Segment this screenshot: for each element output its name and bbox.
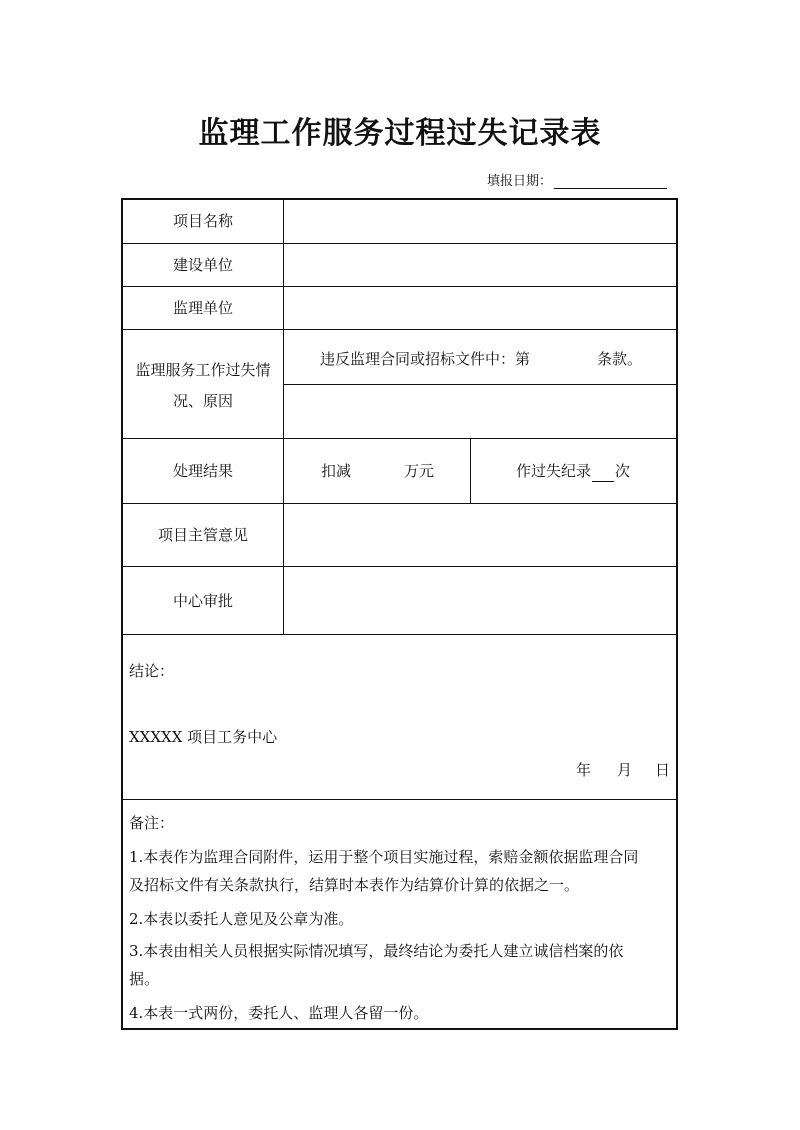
- label-project-name: 项目名称: [172, 212, 233, 230]
- label-supervision-unit: 监理单位: [172, 299, 233, 317]
- fill-date: [487, 170, 667, 189]
- record-prefix: 作过失纪录: [516, 462, 592, 480]
- record-count-blank[interactable]: [592, 463, 614, 482]
- construction-unit-field[interactable]: [284, 244, 677, 286]
- fault-clause-suffix: 条款。: [597, 350, 643, 368]
- label-manager-opinion: 项目主管意见: [157, 526, 248, 544]
- row-divider: [121, 329, 678, 330]
- manager-opinion-field[interactable]: [284, 504, 677, 566]
- deduct-prefix: 扣减: [321, 462, 352, 480]
- page-title: 监理工作服务过程过失记录表: [198, 116, 602, 151]
- record-count: [516, 460, 630, 482]
- row-divider: [121, 799, 678, 800]
- label-fault-line1: 监理服务工作过失情: [135, 361, 271, 379]
- label-handling-result: 处理结果: [172, 462, 233, 480]
- deduct-unit: 万元: [404, 462, 435, 480]
- remark-3a: 3.本表由相关人员根据实际情况填写，最终结论为委托人建立诚信档案的依: [129, 942, 624, 960]
- fault-clause-prefix: 违反监理合同或招标文件中：第: [320, 350, 531, 368]
- date-year: 年: [576, 761, 592, 779]
- label-fault-line2: 况、原因: [172, 392, 233, 410]
- supervision-unit-field[interactable]: [284, 287, 677, 329]
- date-month: 月: [617, 761, 633, 779]
- column-divider: [470, 438, 471, 503]
- label-center-approval: 中心审批: [172, 592, 233, 610]
- remarks-label: 备注：: [129, 814, 175, 832]
- conclusion-label: 结论：: [129, 662, 175, 680]
- date-day: 日: [655, 761, 671, 779]
- label-construction-unit: 建设单位: [172, 256, 233, 274]
- remark-2: 2.本表以委托人意见及公章为准。: [129, 910, 354, 928]
- remark-4: 4.本表一式两份，委托人、监理人各留一份。: [129, 1004, 429, 1022]
- center-name: XXXXX 项目工务中心: [129, 728, 278, 746]
- row-divider: [121, 634, 678, 635]
- row-divider: [121, 438, 678, 439]
- project-name-field[interactable]: [284, 199, 677, 243]
- remark-1b: 及招标文件有关条款执行，结算时本表作为结算价计算的依据之一。: [129, 876, 580, 894]
- fill-date-input-line[interactable]: [554, 174, 667, 189]
- fill-date-label: 填报日期：: [487, 174, 553, 189]
- fault-reason-field[interactable]: [284, 385, 677, 438]
- remark-3b: 据。: [129, 970, 160, 988]
- record-suffix: 次: [615, 462, 631, 480]
- remark-1a: 1.本表作为监理合同附件，运用于整个项目实施过程，索赔金额依据监理合同: [129, 848, 639, 866]
- center-approval-field[interactable]: [284, 567, 677, 634]
